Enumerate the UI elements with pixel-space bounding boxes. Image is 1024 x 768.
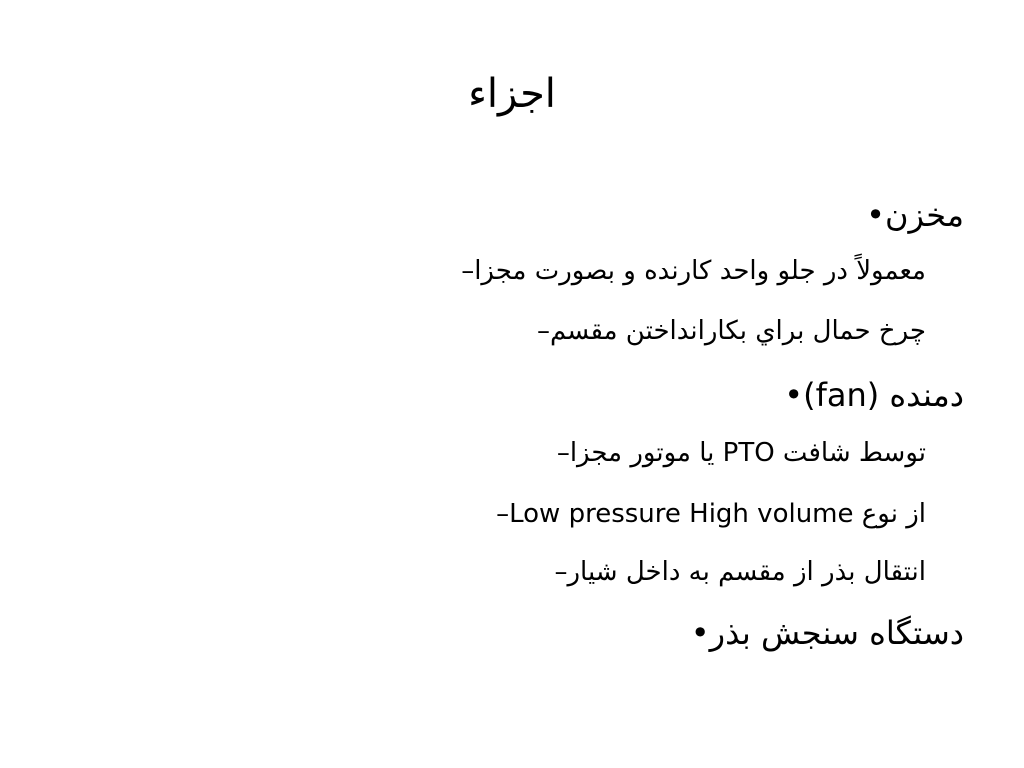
list-item-seed-metering	[668, 610, 964, 656]
list-item-text: دستگاه سنجش بذر	[709, 614, 964, 652]
list-item-reservoir	[843, 192, 964, 238]
dash-icon: –	[554, 557, 568, 587]
list-subitem-text: انتقال بذر از مقسم به داخل شيار	[567, 557, 926, 587]
bullet-icon: •	[784, 376, 804, 414]
list-subitem-front-position	[444, 252, 926, 290]
dash-icon: –	[461, 256, 475, 286]
list-subitem-fan-type	[479, 495, 926, 533]
list-item-text: دمنده (fan)	[803, 376, 964, 414]
list-subitem-text: چرخ حمال براي بکارانداختن مقسم	[549, 316, 926, 346]
list-item-fan	[761, 372, 964, 418]
list-subitem-text: معمولاً در جلو واحد کارنده و بصورت مجزا	[474, 256, 926, 286]
dash-icon: –	[536, 316, 550, 346]
list-subitem-pto-drive	[540, 434, 926, 472]
slide-title: اجزاء	[468, 71, 556, 117]
bullet-icon: •	[866, 196, 886, 234]
list-item-text: مخزن	[885, 196, 964, 234]
list-subitem-drive-wheel	[520, 312, 926, 350]
bullet-icon: •	[690, 614, 710, 652]
list-subitem-seed-transfer	[537, 553, 926, 591]
list-subitem-text: توسط شافت PTO یا موتور مجزا	[569, 438, 926, 468]
list-subitem-text: از نوع Low pressure High volume	[509, 499, 926, 529]
dash-icon: –	[556, 438, 570, 468]
dash-icon: –	[496, 499, 510, 529]
